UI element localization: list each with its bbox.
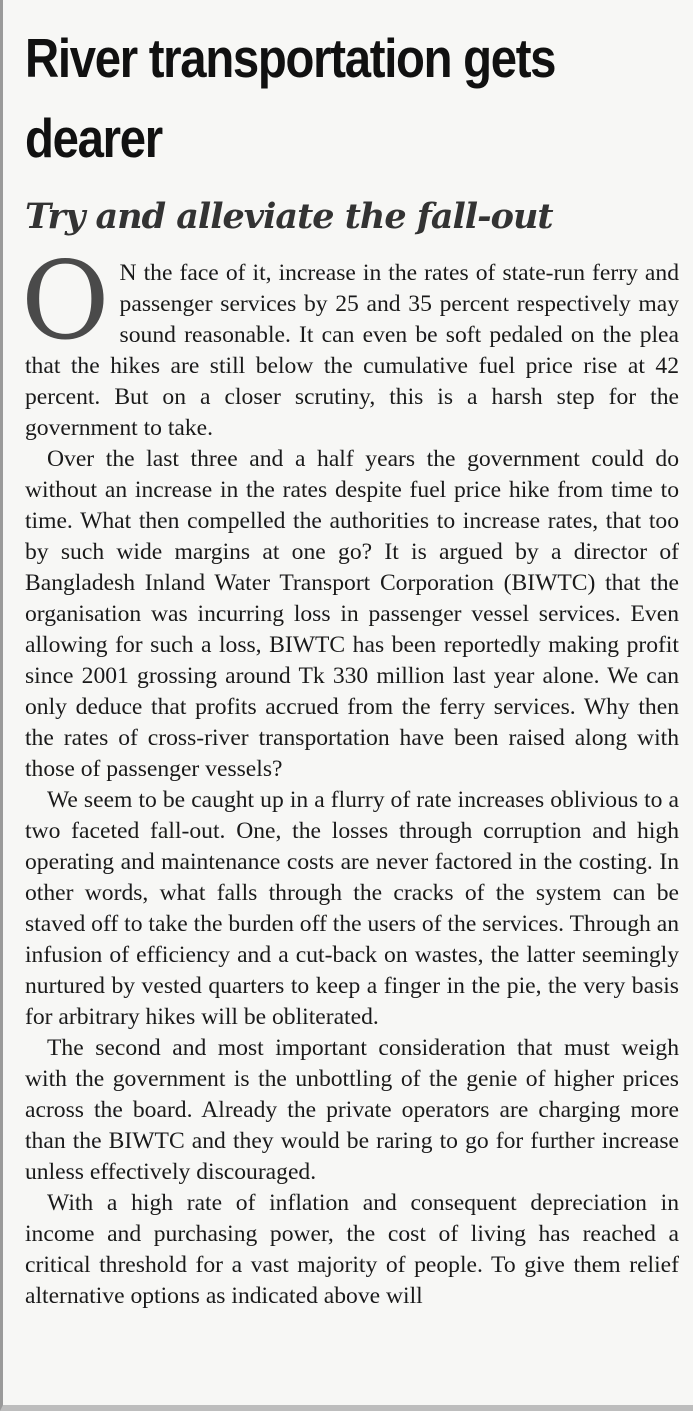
body-paragraph: The second and most important consideration that must weigh with the government is the unbottling of the genie of higher prices across the board. Already the private operators are charging more than the BIWTC and they would be raring to go for further increase unless effectively discouraged. (25, 1035, 679, 1185)
lead-paragraph (21, 239, 679, 444)
body-paragraph: Over the last three and a half years the government could do without an increase in the rates despite fuel price hike from time to time. What then compelled the authorities to increase rates, that too by such wide margins at one go? It is argued by a director of Bangladesh Inland Water Transport Corporation (BIWTC) that the organisation was incurring loss in passenger vessel services. Even allowing for such a loss, BIWTC has been reportedly making profit since 2001 grossing around Tk 330 million last year alone. We can only deduce that profits accrued from the ferry services. Why then the rates of cross-river transportation have been raised along with those of passenger vessels? (25, 446, 679, 782)
subheadline: Try and alleviate the fall-out (25, 196, 553, 237)
headline: River transportation gets dearer (25, 27, 556, 169)
lead-text: N the face of it, increase in the rates of state-run ferry and passenger services by 25 and 35 percent respectively may sound reasonable. It can even be soft pedaled on the plea that the hikes are still below the cumulative fuel price rise at 42 percent. But on a closer scrutiny, this is a harsh step for the government to take. (25, 260, 679, 441)
drop-cap: O (21, 239, 110, 364)
body-paragraph: We seem to be caught up in a flurry of rate increases oblivious to a two faceted fall-out. One, the losses through corruption and high operating and maintenance costs are never factored in the costing. In other words, what falls through the cracks of the system can be staved off to take the burden off the users of the services. Through an infusion of efficiency and a cut-back on wastes, the latter seemingly nurtured by vested quarters to keep a finger in the pie, the very basis for arbitrary hikes will be obliterated. (25, 787, 679, 1030)
article-body (21, 239, 679, 1312)
body-paragraph: With a high rate of inflation and consequent depreciation in income and purchasing power, the cost of living has reached a critical threshold for a vast majority of people. To give them relief alternative options as indicated above will (25, 1190, 679, 1309)
